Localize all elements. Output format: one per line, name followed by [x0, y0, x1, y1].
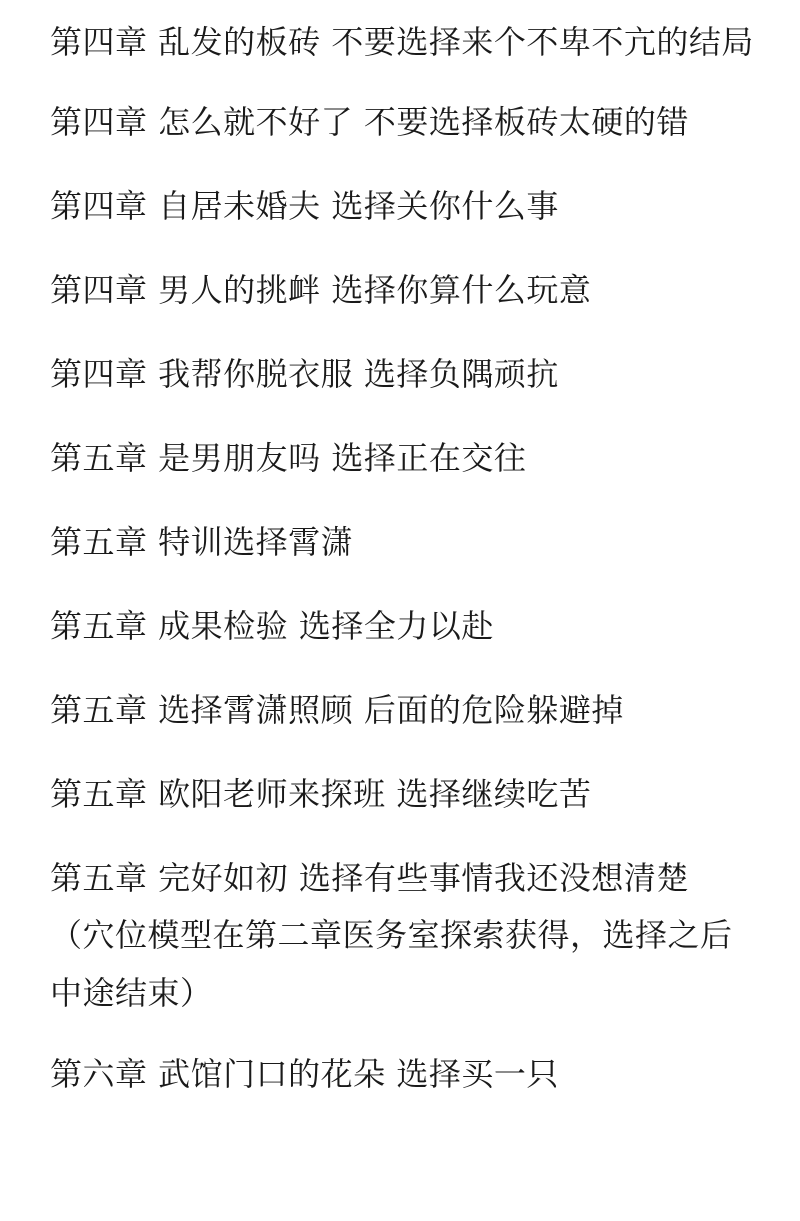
entry-2: 第四章 怎么就不好了 不要选择板砖太硬的错 [50, 103, 689, 141]
entry-8: 第五章 成果检验 选择全力以赴 [50, 607, 494, 645]
entry-7: 第五章 特训选择霄潇 [50, 523, 354, 561]
entry-4: 第四章 男人的挑衅 选择你算什么玩意 [50, 271, 592, 309]
entry-12: 第六章 武馆门口的花朵 选择买一只 [50, 1055, 559, 1093]
entry-6: 第五章 是男朋友吗 选择正在交往 [50, 439, 527, 477]
entry-1: 第四章 乱发的板砖 不要选择来个不卑不亢的结局 [50, 23, 754, 61]
entry-5: 第四章 我帮你脱衣服 选择负隅顽抗 [50, 355, 559, 393]
entry-3: 第四章 自居未婚夫 选择关你什么事 [50, 187, 559, 225]
entry-9: 第五章 选择霄潇照顾 后面的危险躲避掉 [50, 691, 624, 729]
entry-11-note: （穴位模型在第二章医务室探索获得，选择之后中途结束） [50, 916, 733, 1012]
entry-11: 第五章 完好如初 选择有些事情我还没想清楚 [50, 859, 689, 897]
entry-10: 第五章 欧阳老师来探班 选择继续吃苦 [50, 775, 592, 813]
